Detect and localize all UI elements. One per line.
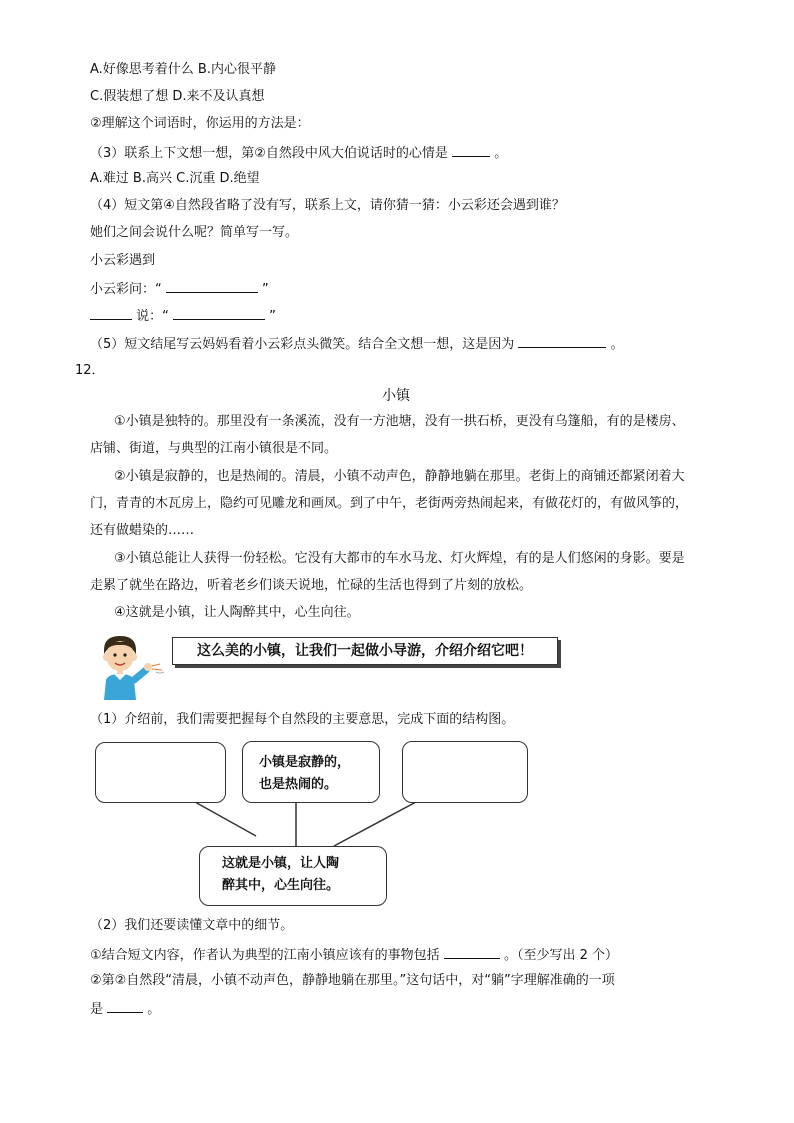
q11-ask-end: ”: [262, 282, 269, 297]
q11-sub3-end: 。: [494, 146, 508, 161]
connector-right: [334, 802, 416, 846]
box-bottom-line2: 醉其中，心生向往。: [222, 878, 340, 893]
sub-question-2-1-text: ①结合短文内容，作者认为典型的江南小镇应该有的事物包括: [90, 948, 440, 963]
structure-box-paragraph-3[interactable]: [402, 741, 528, 803]
sub-question-2: （2）我们还要读懂文章中的细节。: [90, 918, 294, 933]
q11-meet: 小云彩遇到: [90, 253, 156, 268]
sub-question-2-2-line1: ②第②自然段“清晨，小镇不动声色，静静地躺在那里。”这句话中，对“躺”字理解准确的一项: [90, 973, 615, 988]
box-mid-line2: 也是热闹的。: [259, 777, 338, 792]
question-number: 12．: [75, 363, 105, 378]
sub-question-1: （1）介绍前，我们需要把握每个自然段的主要意思，完成下面的结构图。: [90, 712, 515, 727]
passage-title: 小镇: [382, 388, 410, 404]
q11-sub3-text: （3）联系上下文想一想，第②自然段中风大伯说话时的心情是: [90, 146, 448, 161]
sub-question-2-2-end: 。: [147, 1002, 161, 1017]
q11-options-ab: A.好像思考着什么 B.内心很平静: [90, 62, 276, 77]
q11-say-end: ”: [269, 309, 276, 324]
sub-question-2-2-line2: [90, 999, 160, 1019]
box-bottom-line1: 这就是小镇，让人陶: [222, 856, 340, 871]
speech-banner: 这么美的小镇，让我们一起做小导游，介绍介绍它吧！: [172, 637, 558, 665]
paragraph-2-line1: ②小镇是寂静的，也是热闹的。清晨，小镇不动声色，静静地躺在那里。老街上的商铺还都紧闭着大: [114, 469, 685, 484]
structure-box-paragraph-4: [199, 846, 387, 906]
structure-box-paragraph-1[interactable]: [95, 742, 226, 803]
box-mid-line1: 小镇是寂静的，: [259, 755, 351, 770]
structure-box-paragraph-2: [242, 741, 380, 803]
answer-blank[interactable]: [107, 999, 143, 1013]
q11-sub3-options: A.难过 B.高兴 C.沉重 D.绝望: [90, 171, 260, 186]
q11-sub5-end: 。: [610, 337, 624, 352]
paragraph-2-line3: 还有做蜡染的……: [90, 523, 195, 538]
q11-sub4-line1: （4）短文第④自然段省略了没有写，联系上文，请你猜一猜：小云彩还会遇到谁？: [90, 198, 565, 213]
sub-question-2-1: [90, 945, 618, 965]
q11-options-cd: C.假装想了想 D.来不及认真想: [90, 89, 265, 104]
connector-left: [195, 802, 256, 836]
paragraph-3-line2: 走累了就坐在路边，听着老乡们谈天说地，忙碌的生活也得到了片刻的放松。: [90, 578, 533, 593]
q11-sub5-text: （5）短文结尾写云妈妈看着小云彩点头微笑。结合全文想一想，这是因为: [90, 337, 515, 352]
q11-sub2: ②理解这个词语时，你运用的方法是：: [90, 116, 310, 131]
sub-question-2-2-start: 是: [90, 1002, 104, 1017]
sub-question-2-1-end: 。（至少写出 2 个）: [503, 948, 618, 963]
paragraph-4: ④这就是小镇，让人陶醉其中，心生向往。: [114, 605, 360, 620]
q11-say-label: 说：“: [136, 309, 169, 324]
q11-ask-label: 小云彩问：“: [90, 282, 162, 297]
answer-blank[interactable]: [444, 945, 500, 959]
paragraph-3-line1: ③小镇总能让人获得一份轻松。它没有大都市的车水马龙、灯火辉煌，有的是人们悠闲的身影。要是: [114, 551, 685, 566]
paragraph-1-line1: ①小镇是独特的。那里没有一条溪流，没有一方池塘，没有一拱石桥，更没有乌篷船，有的是楼房、: [114, 414, 685, 429]
q11-sub4-line2: 她们之间会说什么呢？简单写一写。: [90, 225, 299, 240]
paragraph-2-line2: 门，青青的木瓦房上，隐约可见雕龙和画凤。到了中午，老街两旁热闹起来，有做花灯的，有做风筝的，: [90, 496, 689, 511]
paragraph-1-line2: 店铺、街道，与典型的江南小镇很是不同。: [90, 441, 338, 456]
